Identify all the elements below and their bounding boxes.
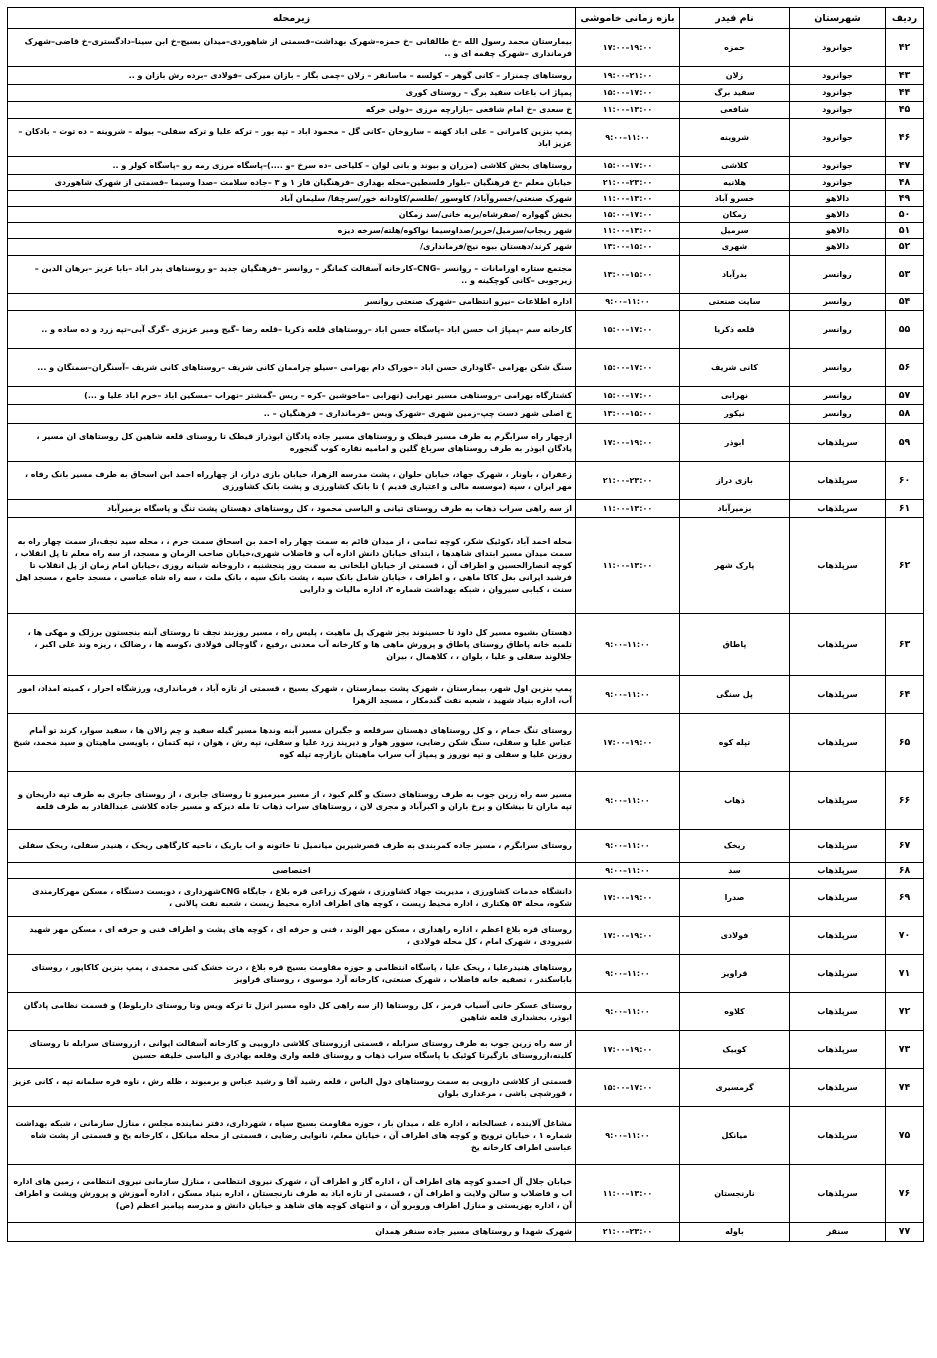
row-area: اداره اطلاعات –نیرو انتظامی –شهرک صنعتی روانسر bbox=[8, 294, 576, 311]
table-row bbox=[8, 207, 924, 223]
row-county: سرپلذهاب bbox=[790, 424, 886, 462]
row-area: شهرک شهدا و روستاهای مسیر جاده سنقر همدان bbox=[8, 1223, 576, 1242]
row-area: خیابان معلم –خ فرهنگیان –بلوار فلسطین–محله بهداری –فرهنگیان فاز ۱ و ۳ –جاده سلامت –صدا وسیما –قسمتی از شهرک شاهوردی bbox=[8, 175, 576, 191]
header-row bbox=[8, 8, 924, 29]
row-time-range: ۱۵:۰۰–۱۷:۰۰ bbox=[576, 207, 680, 223]
row-number: ۵۲ bbox=[886, 239, 924, 256]
row-time-range: ۱۵:۰۰–۱۷:۰۰ bbox=[576, 157, 680, 175]
row-feeder: هلانیه bbox=[680, 175, 790, 191]
table-row bbox=[8, 879, 924, 917]
row-number: ۶۱ bbox=[886, 500, 924, 518]
row-feeder: ابوذر bbox=[680, 424, 790, 462]
row-feeder: زمکان bbox=[680, 207, 790, 223]
table-row bbox=[8, 311, 924, 349]
row-number: ۵۳ bbox=[886, 256, 924, 294]
row-county: سرپلذهاب bbox=[790, 879, 886, 917]
row-area: شهر ریجاب/سرمیل/حریر/صداوسیما نواکوه/هلته/سرخه دیزه bbox=[8, 223, 576, 239]
row-area: کارخانه سم –پمپاژ اب حسن اباد –پاسگاه حسن اباد –روستاهای قلعه ذکریا –قلعه رضا –گیج ومیر عزیزی –گرگ آبی–تپه زرد و ده ساده و .. bbox=[8, 311, 576, 349]
table-row bbox=[8, 1165, 924, 1223]
row-number: ۴۵ bbox=[886, 102, 924, 119]
row-county: سرپلذهاب bbox=[790, 955, 886, 993]
table-row bbox=[8, 714, 924, 772]
row-feeder: سد bbox=[680, 863, 790, 879]
row-county: سرپلذهاب bbox=[790, 614, 886, 676]
table-row bbox=[8, 863, 924, 879]
row-time-range: ۱۵:۰۰–۱۷:۰۰ bbox=[576, 387, 680, 405]
row-county: سرپلذهاب bbox=[790, 917, 886, 955]
header-feeder: نام فیدر bbox=[680, 8, 790, 29]
row-number: ۴۹ bbox=[886, 191, 924, 207]
row-area: پمپاژ اب باغات سفید برگ – روستای کوری bbox=[8, 85, 576, 102]
row-time-range: ۱۱:۰۰–۱۳:۰۰ bbox=[576, 191, 680, 207]
row-number: ۷۱ bbox=[886, 955, 924, 993]
row-number: ۷۲ bbox=[886, 993, 924, 1031]
header-time: بازه زمانی خاموشی bbox=[576, 8, 680, 29]
table-row bbox=[8, 1223, 924, 1242]
row-county: جوانرود bbox=[790, 29, 886, 67]
row-county: جوانرود bbox=[790, 102, 886, 119]
row-number: ۵۵ bbox=[886, 311, 924, 349]
row-time-range: ۱۷:۰۰–۱۹:۰۰ bbox=[576, 424, 680, 462]
row-feeder: صدرا bbox=[680, 879, 790, 917]
row-number: ۶۰ bbox=[886, 462, 924, 500]
row-feeder: کلاوه bbox=[680, 993, 790, 1031]
row-feeder: حمزه bbox=[680, 29, 790, 67]
row-county: سرپلذهاب bbox=[790, 1165, 886, 1223]
row-time-range: ۱۵:۰۰–۱۷:۰۰ bbox=[576, 311, 680, 349]
table-row bbox=[8, 462, 924, 500]
row-feeder: فولادی bbox=[680, 917, 790, 955]
table-row bbox=[8, 1107, 924, 1165]
table-row bbox=[8, 614, 924, 676]
row-number: ۷۳ bbox=[886, 1031, 924, 1069]
row-area: مجتمع ستاره اورامانات – روانسر –CNG–کارخانه آسفالت کمانگر – روانسر –فرهنگیان جدید –و روستاهای بدر اباد –بابا عزیز –برهان الدین –زیرجوبی –کانی کوچکینه و .. bbox=[8, 256, 576, 294]
row-county: سرپلذهاب bbox=[790, 518, 886, 614]
row-county: روانسر bbox=[790, 405, 886, 424]
outage-schedule-table bbox=[7, 7, 924, 1242]
row-county: روانسر bbox=[790, 349, 886, 387]
row-feeder: بزمیرآباد bbox=[680, 500, 790, 518]
row-time-range: ۹:۰۰–۱۱:۰۰ bbox=[576, 863, 680, 879]
row-feeder: کلاشی bbox=[680, 157, 790, 175]
table-row bbox=[8, 500, 924, 518]
row-area: ازچهار راه سرابگرم به طرف مسیر قیطک و روستاهای مسیر جاده پادگان ابوذراز قیطک تا روستای قلعه شاهین کل روستاهای ان مسیر ، پادگان ابوذر به طرف روستاهای سرباغ گلین و امامیه نقاره کوب گنجوره bbox=[8, 424, 576, 462]
row-number: ۴۸ bbox=[886, 175, 924, 191]
row-time-range: ۱۷:۰۰–۱۹:۰۰ bbox=[576, 1031, 680, 1069]
table-body bbox=[8, 29, 924, 1242]
row-county: جوانرود bbox=[790, 175, 886, 191]
row-area: از سه راهی سراب ذهاب به طرف روستای تیانی و الیاسی محمود ، کل روستاهای دهستان پشت تنگ و پاسگاه بزمیرآباد bbox=[8, 500, 576, 518]
row-number: ۴۳ bbox=[886, 67, 924, 85]
row-feeder: شروینه bbox=[680, 119, 790, 157]
row-area: زعفران ، باونار ، شهرک جهاد، خیابان حلوان ، پشت مدرسه الزهرا، خیابان بازی دراز، از چهارراه احمد ابن اسحاق به طرف مسیر بانک رفاه ، مهر ایران ، سپه (موسسه مالی و اعتباری قدیم ) تا بانک کشاورزی و پشت بانک کشاورزی bbox=[8, 462, 576, 500]
table-row bbox=[8, 955, 924, 993]
table-row bbox=[8, 676, 924, 714]
header-num: ردیف bbox=[886, 8, 924, 29]
row-number: ۷۰ bbox=[886, 917, 924, 955]
row-time-range: ۱۷:۰۰–۱۹:۰۰ bbox=[576, 714, 680, 772]
row-area: روستاهای چمنزار – کانی گوهر – کولسه – ماسانفر – زلان –چمی بگار – بازان میرکی –فولادی –برده رش بازان و .. bbox=[8, 67, 576, 85]
row-time-range: ۹:۰۰–۱۱:۰۰ bbox=[576, 955, 680, 993]
row-area: روستای تنگ حمام ، و کل روستاهای دهستان سرقلعه و جگیران مسیر آبنه وندها مسیر گیله سفید و چم زالان ها ، سفید سوار، کرند تو آمام عباس علیا و سفلی، سنگ شکن رضایی، سوور هوار و دیرپند زرد علیا و سفلی، تپه رش ، هوان ، تپه کتمان ، باویسی ماهیتان و سید محمد، شیخ روزبن علیا و سفلی و تپه نوروز و پمپاژ آب سراب ماهیتان بازارچه تپله کوه bbox=[8, 714, 576, 772]
row-time-range: ۱۳:۰۰–۱۵:۰۰ bbox=[576, 256, 680, 294]
row-feeder: ذهاب bbox=[680, 772, 790, 830]
row-area: روستای عسکر خانی آسیاب قرمز ، کل روستاها (از سه راهی کل داوه مسیر انزل تا ترکه ویس وتا روستای داربلوط) و قسمت نظامی پادگان ابوذر، بخشداری قلعه شاهین bbox=[8, 993, 576, 1031]
table-row bbox=[8, 256, 924, 294]
row-time-range: ۱۵:۰۰–۱۷:۰۰ bbox=[576, 1069, 680, 1107]
row-feeder: ریخک bbox=[680, 830, 790, 863]
table-row bbox=[8, 239, 924, 256]
row-county: دالاهو bbox=[790, 191, 886, 207]
row-area: خ سعدی –خ امام شافعی –بازارچه مرزی –دولی خرکه bbox=[8, 102, 576, 119]
row-number: ۶۳ bbox=[886, 614, 924, 676]
row-time-range: ۱۱:۰۰–۱۳:۰۰ bbox=[576, 518, 680, 614]
row-time-range: ۹:۰۰–۱۱:۰۰ bbox=[576, 119, 680, 157]
row-feeder: کانی شریف bbox=[680, 349, 790, 387]
row-area: دانشگاه خدمات کشاورزی ، مدیریت جهاد کشاورزی ، شهرک زراعی قره بلاغ ، جایگاه CNGشهرداری ، دوبست دستگاه ، مسکن مهرکارمندی شکوه، محله ۵۴ هکتاری ، اداره محیط زیست ، کوچه های اطراف اداره محیط زیست ، شعبه نفت پالانی ، bbox=[8, 879, 576, 917]
row-area: بخش گهواره /صفرشاه/بریه خانی/سد زمکان bbox=[8, 207, 576, 223]
row-county: روانسر bbox=[790, 387, 886, 405]
row-number: ۷۶ bbox=[886, 1165, 924, 1223]
row-county: دالاهو bbox=[790, 223, 886, 239]
table-row bbox=[8, 772, 924, 830]
row-area: روستاهای بخش کلاشی (مزران و بیوند و بانی لوان – کلیاخی –ده سرخ –و ....)–پاسگاه مرزی رمه رو –پاسگاه کولر و .. bbox=[8, 157, 576, 175]
row-feeder: خسرو آباد bbox=[680, 191, 790, 207]
row-time-range: ۱۵:۰۰–۱۷:۰۰ bbox=[576, 349, 680, 387]
row-area: پمپ بنزین اول شهر، بیمارستان ، شهرک پشت بیمارستان ، شهرک بسیج ، قسمتی از تازه آباد ، فرمانداری، ورزشگاه احرار ، کمیته امداد، امور آب، اداره بنیاد شهید ، شعبه نفت گندمکار ، مسجد الزهرا bbox=[8, 676, 576, 714]
row-time-range: ۹:۰۰–۱۱:۰۰ bbox=[576, 294, 680, 311]
row-time-range: ۱۵:۰۰–۱۷:۰۰ bbox=[576, 85, 680, 102]
row-feeder: باوله bbox=[680, 1223, 790, 1242]
row-feeder: قلعه ذکریا bbox=[680, 311, 790, 349]
row-county: دالاهو bbox=[790, 239, 886, 256]
row-number: ۶۸ bbox=[886, 863, 924, 879]
row-area: روستای سرابگرم ، مسیر جاده کمربندی به طرف قصرشیرین میانمیل تا خاتونه و اب باریک ، ناحیه کارگاهی ریخک ، هنیدر سفلی، ریخک سفلی bbox=[8, 830, 576, 863]
table-row bbox=[8, 387, 924, 405]
row-county: سرپلذهاب bbox=[790, 1107, 886, 1165]
row-feeder: نارنجستان bbox=[680, 1165, 790, 1223]
table-row bbox=[8, 993, 924, 1031]
row-number: ۷۵ bbox=[886, 1107, 924, 1165]
row-feeder: سرمیل bbox=[680, 223, 790, 239]
row-area: خیابان جلال آل احمدو کوچه های اطراف آن ، اداره گاز و اطراف آن ، شهرک نیروی انتظامی ، منازل سازمانی نیروی انتظامی ، زمین های اداره اب و فاضلاب و سالن ولایت و اطراف آن ، قسمتی از تازه اباد به طرف نارنجستان ، اداره بنیاد مسکن ، اداره آموزش و پرورش وپشت و اطراف آن ، اداره بهزیستی و منازل اطراف وروبرو آن ، و انتهای کوچه های شاهد و خیابان دانش و مدرسه پیامبر اعظم (ص) bbox=[8, 1165, 576, 1223]
row-number: ۵۶ bbox=[886, 349, 924, 387]
row-number: ۴۲ bbox=[886, 29, 924, 67]
row-area: از سه راه زرین جوب به طرف روستای سرابله ، قسمتی ازروستای کلاشی داروییی و کارخانه آسفالت ایوانی ، ازروستای سرابله تا روستای کلینه،ازروستای بازگیرتا کوئیک با پاسگاه سراب ذهاب و روستای قلعه واری وقلعه بهادری و الیاسی خلیفه حسین bbox=[8, 1031, 576, 1069]
row-number: ۴۴ bbox=[886, 85, 924, 102]
row-time-range: ۹:۰۰–۱۱:۰۰ bbox=[576, 614, 680, 676]
row-time-range: ۱۱:۰۰–۱۳:۰۰ bbox=[576, 500, 680, 518]
row-area: قسمتی از کلاشی دارویی به سمت روستاهای دول الیاس ، قلعه رشید آقا و رشید عباس و برمبوند ، ظله رش ، ناوه قره سلمانه تپه ، کانی عزیز ، قورشچی باشی ، مرغداری بلوان bbox=[8, 1069, 576, 1107]
row-time-range: ۹:۰۰–۱۱:۰۰ bbox=[576, 772, 680, 830]
header-area: زیرمحله bbox=[8, 8, 576, 29]
row-area: مسیر سه راه زرین جوب به طرف روستاهای دستک و گلم کبود ، از مسیر میرمیرو تا روستای جابری ، از روستای جابری به طرف تپه داریخان و تپه ماران تا بیشکان و برخ باران و اکبرآباد و مجری لان ، روستاهای سراب ذهاب تا مله دیزکه و مسیر جاده کلاشی عبدالقادر به طرف قلعه bbox=[8, 772, 576, 830]
row-time-range: ۱۳:۰۰–۱۵:۰۰ bbox=[576, 239, 680, 256]
table-row bbox=[8, 917, 924, 955]
table-row bbox=[8, 405, 924, 424]
row-number: ۷۴ bbox=[886, 1069, 924, 1107]
row-county: سرپلذهاب bbox=[790, 1069, 886, 1107]
table-row bbox=[8, 85, 924, 102]
row-county: سرپلذهاب bbox=[790, 676, 886, 714]
row-number: ۵۰ bbox=[886, 207, 924, 223]
row-time-range: ۹:۰۰–۱۱:۰۰ bbox=[576, 676, 680, 714]
row-time-range: ۱۹:۰۰–۲۱:۰۰ bbox=[576, 67, 680, 85]
row-county: سرپلذهاب bbox=[790, 462, 886, 500]
row-feeder: سایت صنعتی bbox=[680, 294, 790, 311]
row-time-range: ۲۱:۰۰–۲۳:۰۰ bbox=[576, 175, 680, 191]
row-feeder: پاطاق bbox=[680, 614, 790, 676]
row-county: جوانرود bbox=[790, 157, 886, 175]
row-time-range: ۱۷:۰۰–۱۹:۰۰ bbox=[576, 879, 680, 917]
row-county: سنقر bbox=[790, 1223, 886, 1242]
row-county: روانسر bbox=[790, 256, 886, 294]
row-area: محله احمد آباد ،کوئیک شکر، کوچه تمامی ، از میدان قائم به سمت چهار راه احمد بن اسحاق سمت حرم ، ، محله سید نجف،از سمت چهار راه به سمت میدان مسیر ابتدای شاهدها ، ابتدای خیابان دانش اداره آب و فاضلاب شهری،خیابان صاحب الزمان و مسجد، از سه راه معلم تا پل انقلاب ، کوچه انصارالحسین و اطراف آن ، قسمتی از خیابان ابلخانی به سمت روز پنجشنبه ، داروخانه شبانه روزی ،خیابان امام زمان از پل انقلاب تا فرشید ایرانی بغل کاکا ماهی ، و اطراف ، خیابان شامل بانک سپه ، پشت بانک سپه ، بانک ملت ، سه راه شاه عباسی ، مسجد جامع ، مسجد اهل سنت ، کبابی سیروان ، شبکه بهداشت شماره ۲، اداره مالیات و دارایی bbox=[8, 518, 576, 614]
row-area: کشتارگاه بهرامی –روستاهی مسیر نهرابی (نهرابی –ماخوشین –کره – ریس –گمشتر –نهراب –مسکین اباد –خرم اباد علیا و ...) bbox=[8, 387, 576, 405]
table-row bbox=[8, 191, 924, 207]
row-county: سرپلذهاب bbox=[790, 863, 886, 879]
row-area: خ اصلی شهر دست چپ–زمین شهری –شهرک ویس –فرمانداری – فرهنگیان – .. bbox=[8, 405, 576, 424]
table-row bbox=[8, 830, 924, 863]
row-number: ۵۷ bbox=[886, 387, 924, 405]
row-county: جوانرود bbox=[790, 119, 886, 157]
row-area: مشاغل آلاینده ، غسالخانه ، اداره غله ، میدان بار ، حوزه مقاومت بسیج سپاه ، شهرداری، دفتر نماینده مجلس ، منازل سازمانی ، شبکه بهداشت شماره ۱ ، خیابان ترویج و کوچه های اطراف آن ، خیابان معلم، نانوایی رضایی ، قسمتی از محله میانکل ، کارخانه یخ و قسمتی از پشت شاه عباسی اطراف کارخانه یخ bbox=[8, 1107, 576, 1165]
row-area: روستاهای هنیدرعلیا ، ریخک علیا ، پاسگاه انتظامی و حوزه مقاومت بسیج قره بلاغ ، درت خشک کنی محمدی ، پمپ بنزین کاکاپور ، روستای باباسکندر ، تصفیه خانه فاضلاب ، شهرک صنعتی، کارخانه آرد موسوی ، روستای قراویز bbox=[8, 955, 576, 993]
row-number: ۵۸ bbox=[886, 405, 924, 424]
row-number: ۶۹ bbox=[886, 879, 924, 917]
row-county: سرپلذهاب bbox=[790, 500, 886, 518]
row-feeder: سفید برگ bbox=[680, 85, 790, 102]
row-county: جوانرود bbox=[790, 67, 886, 85]
row-number: ۴۷ bbox=[886, 157, 924, 175]
row-area: پمپ بنزین کامرانی – علی اباد کهنه – ساروخان –کانی گل – محمود اباد – تپه بور – ترکه علیا و ترکه سفلی– بیوله – شروینه – ده توت – بادکان –عزیز اباد bbox=[8, 119, 576, 157]
row-time-range: ۱۱:۰۰–۱۳:۰۰ bbox=[576, 102, 680, 119]
row-time-range: ۹:۰۰–۱۱:۰۰ bbox=[576, 993, 680, 1031]
row-feeder: پارک شهر bbox=[680, 518, 790, 614]
table-row bbox=[8, 157, 924, 175]
row-county: دالاهو bbox=[790, 207, 886, 223]
row-number: ۶۴ bbox=[886, 676, 924, 714]
row-feeder: نیکور bbox=[680, 405, 790, 424]
row-feeder: نهرابی bbox=[680, 387, 790, 405]
row-feeder: شافعی bbox=[680, 102, 790, 119]
row-county: روانسر bbox=[790, 294, 886, 311]
header-county: شهرستان bbox=[790, 8, 886, 29]
row-number: ۴۶ bbox=[886, 119, 924, 157]
row-feeder: کوییک bbox=[680, 1031, 790, 1069]
row-area: دهستان بشیوه مسیر کل داود تا حسینوند بجز شهرک پل ماهیت ، پلیس راه ، مسیر روزبند نجف تا روستای آبنه بنجستون برزلک و مهکی ها ، تلمبه خانه پاطاق روستای پاطاق و پرورش ماهی ها و کارخانه آب معدنی ،رفیع ، گاوچالی فولادی ،کوسه ها ، رضالک ، ریزه وند علی اکبر ، جلالوند سفلی و علیا ، بلوان ، ، کلاهمال ، بیران bbox=[8, 614, 576, 676]
row-number: ۵۹ bbox=[886, 424, 924, 462]
table-row bbox=[8, 29, 924, 67]
row-number: ۶۲ bbox=[886, 518, 924, 614]
table-row bbox=[8, 175, 924, 191]
row-time-range: ۱۷:۰۰–۱۹:۰۰ bbox=[576, 29, 680, 67]
row-time-range: ۱۷:۰۰–۱۹:۰۰ bbox=[576, 917, 680, 955]
row-number: ۵۴ bbox=[886, 294, 924, 311]
table-row bbox=[8, 424, 924, 462]
row-county: سرپلذهاب bbox=[790, 1031, 886, 1069]
outage-schedule-sheet bbox=[7, 7, 923, 1242]
table-row bbox=[8, 294, 924, 311]
row-area: اختصاصی bbox=[8, 863, 576, 879]
row-area: شهرک صنعتی/خسروآباد/ کاوسور /طلسم/کاودانه خور/سرچقا/ سلیمان آباد bbox=[8, 191, 576, 207]
row-area: سنگ شکن بهرامی –گاوداری حسن اباد –خوراک دام بهرامی –سیلو چراممان کانی شریف –روستاهای کانی شریف –آسنگران–سمنگان و ... bbox=[8, 349, 576, 387]
table-row bbox=[8, 119, 924, 157]
row-time-range: ۱۱:۰۰–۱۳:۰۰ bbox=[576, 1165, 680, 1223]
row-feeder: شهری bbox=[680, 239, 790, 256]
row-county: سرپلذهاب bbox=[790, 714, 886, 772]
row-number: ۶۵ bbox=[886, 714, 924, 772]
row-feeder: گرمسیری bbox=[680, 1069, 790, 1107]
row-time-range: ۹:۰۰–۱۱:۰۰ bbox=[576, 1107, 680, 1165]
table-row bbox=[8, 1031, 924, 1069]
row-area: شهر کرند/دهستان بیوه نیج/فرمانداری/ bbox=[8, 239, 576, 256]
table-row bbox=[8, 102, 924, 119]
row-time-range: ۱۱:۰۰–۱۳:۰۰ bbox=[576, 223, 680, 239]
table-row bbox=[8, 349, 924, 387]
row-feeder: تپله کوه bbox=[680, 714, 790, 772]
row-time-range: ۹:۰۰–۱۱:۰۰ bbox=[576, 830, 680, 863]
row-number: ۵۱ bbox=[886, 223, 924, 239]
row-number: ۷۷ bbox=[886, 1223, 924, 1242]
row-feeder: بازی دراز bbox=[680, 462, 790, 500]
table-row bbox=[8, 67, 924, 85]
row-area: روستای قره بلاغ اعظم ، اداره راهداری ، مسکن مهر الوند ، فنی و حرفه ای ، کوچه های پشت و اطراف فنی و حرفه ای ، مسکن مهر شهید شیرودی ، شهرک امام ، کل محله فولادی ، bbox=[8, 917, 576, 955]
row-county: سرپلذهاب bbox=[790, 993, 886, 1031]
row-feeder: زلان bbox=[680, 67, 790, 85]
row-time-range: ۱۳:۰۰–۱۵:۰۰ bbox=[576, 405, 680, 424]
row-number: ۶۶ bbox=[886, 772, 924, 830]
row-feeder: بدرآباد bbox=[680, 256, 790, 294]
table-row bbox=[8, 518, 924, 614]
row-time-range: ۲۱:۰۰–۲۳:۰۰ bbox=[576, 462, 680, 500]
row-feeder: میانکل bbox=[680, 1107, 790, 1165]
row-county: سرپلذهاب bbox=[790, 772, 886, 830]
row-number: ۶۷ bbox=[886, 830, 924, 863]
table-row bbox=[8, 223, 924, 239]
row-county: جوانرود bbox=[790, 85, 886, 102]
table-row bbox=[8, 1069, 924, 1107]
row-county: سرپلذهاب bbox=[790, 830, 886, 863]
row-time-range: ۲۱:۰۰–۲۳:۰۰ bbox=[576, 1223, 680, 1242]
row-county: روانسر bbox=[790, 311, 886, 349]
row-area: بیمارستان محمد رسول الله –خ طالقانی –خ حمزه–شهرک بهداشت–قسمتی از شاهوردی–میدان بسیج–خ ابن سینا–دادگستری–خ قاضی–شهرک فرمانداری –شهرک چقمه ای و .. bbox=[8, 29, 576, 67]
row-feeder: قراویز bbox=[680, 955, 790, 993]
row-feeder: پل سنگی bbox=[680, 676, 790, 714]
